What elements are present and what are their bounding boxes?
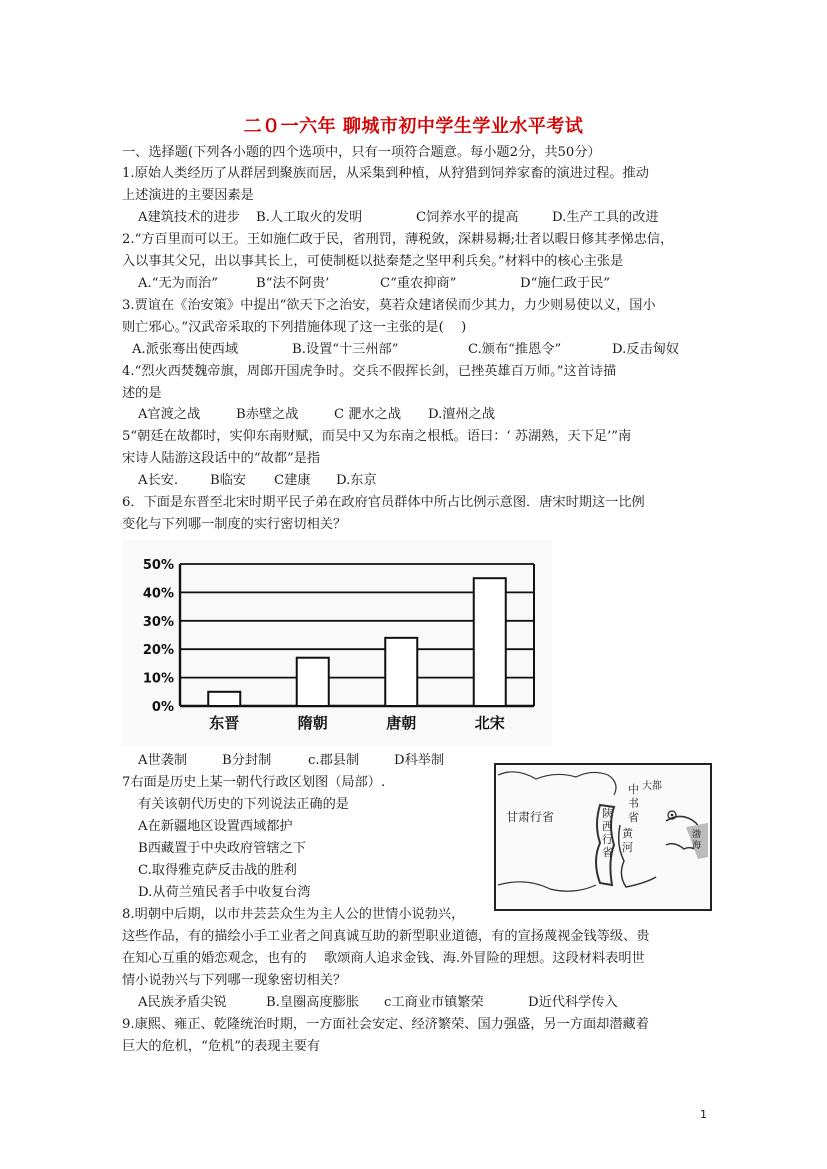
- q7-option-a[interactable]: A在新疆地区设置西域都护: [138, 819, 293, 834]
- x-tick-label: 东晋: [209, 714, 240, 732]
- q8-line-4: 情小说勃兴与下列哪一现象密切相关？: [122, 973, 347, 988]
- q5-line-2: 宋诗人陆游这段话中的“故都”是指: [122, 451, 321, 466]
- bar-3: [474, 578, 506, 706]
- bar-1: [297, 658, 329, 706]
- q2-line-1: 2.“方百里而可以王。王如施仁政于民，省刑罚，薄税敛，深耕易耨;壮者以暇日修其孝悌忠信，: [122, 232, 674, 247]
- bar-chart: [122, 540, 552, 746]
- q5-option-b[interactable]: B临安: [210, 473, 247, 488]
- q1-option-b[interactable]: B.人工取火的发明: [256, 210, 363, 225]
- q4-line-2: 述的是: [122, 386, 162, 401]
- y-tick-label: 10%: [142, 671, 174, 687]
- map-label-shaanxi: 陕西行省: [602, 807, 613, 859]
- q3-option-c[interactable]: C.颁布“推恩令”: [468, 342, 562, 357]
- y-tick-label: 30%: [142, 614, 174, 630]
- q4-option-a[interactable]: A官渡之战: [138, 407, 201, 422]
- q8-line-1: 8.明朝中后期，以市井芸芸众生为主人公的世情小说勃兴，: [122, 907, 465, 922]
- bar-chart-svg: [122, 540, 552, 746]
- q5-option-d[interactable]: D.东京: [336, 473, 377, 488]
- q3-option-b[interactable]: B.设置“十三州部”: [292, 342, 399, 357]
- x-tick-label: 唐朝: [386, 714, 417, 732]
- q6-option-a[interactable]: A世袭制: [138, 753, 188, 768]
- q7-option-c[interactable]: C.取得雅克萨反击战的胜利: [138, 863, 297, 878]
- q5-line-1: 5“朝廷在故都时，实仰东南财赋，而吴中又为东南之根柢。语曰：‘ 苏湖熟，天下足’”南: [122, 429, 632, 444]
- q3-line-2: 则亡邪心。”汉武帝采取的下列措施体现了这一主张的是( ): [122, 320, 467, 335]
- q3-option-a[interactable]: A.派张骞出使西域: [132, 342, 239, 357]
- q3-option-d[interactable]: D.反击匈奴: [612, 342, 680, 357]
- q1-option-a[interactable]: A建筑技术的进步: [138, 210, 240, 225]
- map-dadu-dot-icon: [671, 814, 674, 817]
- x-tick-label: 隋朝: [297, 714, 328, 732]
- q2-option-a[interactable]: A.“无为而治”: [138, 276, 218, 291]
- q2-options: [138, 274, 723, 294]
- q7-line-2: 有关该朝代历史的下列说法正确的是: [138, 797, 349, 812]
- yuan-map: [494, 763, 712, 911]
- q1-option-d[interactable]: D.生产工具的改进: [552, 210, 659, 225]
- q9-line-2: 巨大的危机，“危机”的表现主要有: [122, 1039, 321, 1054]
- page-number: 1: [700, 1108, 707, 1121]
- q3-line-1: 3.贾谊在《治安策》中提出“欲天下之治安，莫若众建诸侯而少其力，力少则易使以义，国小: [122, 298, 656, 313]
- bar-2: [385, 638, 417, 706]
- q6-option-d[interactable]: D科举制: [394, 753, 445, 768]
- q4-options: [138, 405, 723, 425]
- q2-option-b[interactable]: B“法不阿贵’: [256, 276, 330, 291]
- q3-options: [132, 340, 717, 360]
- q5-options: [138, 471, 723, 491]
- y-tick-label: 20%: [142, 643, 174, 659]
- q2-line-2: 入以事其父兄，出以事其长上，可使制梃以挞秦楚之坚甲利兵矣。”材料中的核心主张是: [122, 254, 624, 269]
- q4-option-c[interactable]: C 淝水之战: [334, 407, 402, 422]
- q2-option-d[interactable]: D“施仁政于民”: [520, 276, 610, 291]
- y-tick-label: 50%: [142, 558, 174, 573]
- map-svg: [496, 765, 710, 909]
- q5-option-a[interactable]: A长安.: [138, 473, 179, 488]
- q6-line-1: 6．下面是东晋至北宋时期平民子弟在政府官员群体中所占比例示意图．唐宋时期这一比例: [122, 495, 645, 510]
- q8-options: [138, 993, 723, 1013]
- map-label-gansu: 甘肃行省: [506, 810, 555, 824]
- q1-option-c[interactable]: C饲养水平的提高: [416, 210, 519, 225]
- y-tick-label: 40%: [142, 586, 174, 602]
- q2-option-c[interactable]: C“重农抑商”: [380, 276, 457, 291]
- q8-line-2: 这些作品，有的描绘小手工业者之间真诚互助的新型职业道德，有的宣扬蔑视金钱等级、贵: [122, 929, 650, 944]
- q4-option-b[interactable]: B赤壁之战: [236, 407, 299, 422]
- q6-line-2: 变化与下列哪一制度的实行密切相关？: [122, 517, 347, 532]
- q8-option-a[interactable]: A民族矛盾尖锐: [138, 995, 227, 1010]
- q8-option-d[interactable]: D近代科学传入: [528, 995, 618, 1010]
- q8-option-b[interactable]: B.皇圈高度膨胀: [266, 995, 360, 1010]
- map-border-south: [498, 882, 596, 891]
- q7-option-d[interactable]: D.从荷兰殖民者手中收复台湾: [138, 885, 311, 900]
- map-label-zhongshu: 中书省: [628, 783, 639, 824]
- q6-option-b[interactable]: B分封制: [222, 753, 272, 768]
- map-label-bohai: 渤海: [692, 830, 702, 851]
- map-label-yellow-river: 黄河: [622, 827, 633, 854]
- y-tick-label: 0%: [151, 700, 174, 715]
- q7-line-1: 7右面是历史上某一朝代行政区划图（局部）.: [122, 775, 386, 790]
- bar-0: [208, 692, 240, 706]
- q1-options: [138, 208, 723, 228]
- q4-line-1: 4.“烈火西焚魏帝旗，周郎开国虎争时。交兵不假挥长剑，已挫英雄百万师。”这首诗描: [122, 364, 617, 379]
- x-tick-label: 北宋: [474, 714, 505, 732]
- map-border-north: [498, 772, 616, 795]
- q1-line-2: 上述演进的主要因素是: [122, 188, 254, 203]
- q7-option-b[interactable]: B西藏置于中央政府管辖之下: [138, 841, 306, 856]
- section-header: 一、选择题(下列各小题的四个选项中，只有一项符合题意。每小题2分，共50分）: [122, 145, 601, 160]
- q4-option-d[interactable]: D.澶州之战: [428, 407, 496, 422]
- q9-line-1: 9.康熙、雍正、乾隆统治时期，一方面社会安定、经济繁荣、国力强盛，另一方面却潜藏着: [122, 1017, 649, 1032]
- q5-option-c[interactable]: C建康: [274, 473, 311, 488]
- page-title: 二０一六年 聊城市初中学生学业水平考试: [243, 116, 584, 137]
- q6-option-c[interactable]: c.郡县制: [308, 753, 360, 768]
- q8-line-3: 在知心互重的婚恋观念，也有的 歌颂商人追求金钱、海.外冒险的理想。这段材料表明世: [122, 951, 645, 966]
- q8-option-c[interactable]: c工商业市镇繁荣: [384, 995, 484, 1010]
- q1-line-1: 1.原始人类经历了从群居到聚族而居，从采集到种植，从狩猎到饲养家畜的演进过程。推动: [122, 166, 649, 181]
- map-label-dadu: 大都: [642, 781, 662, 792]
